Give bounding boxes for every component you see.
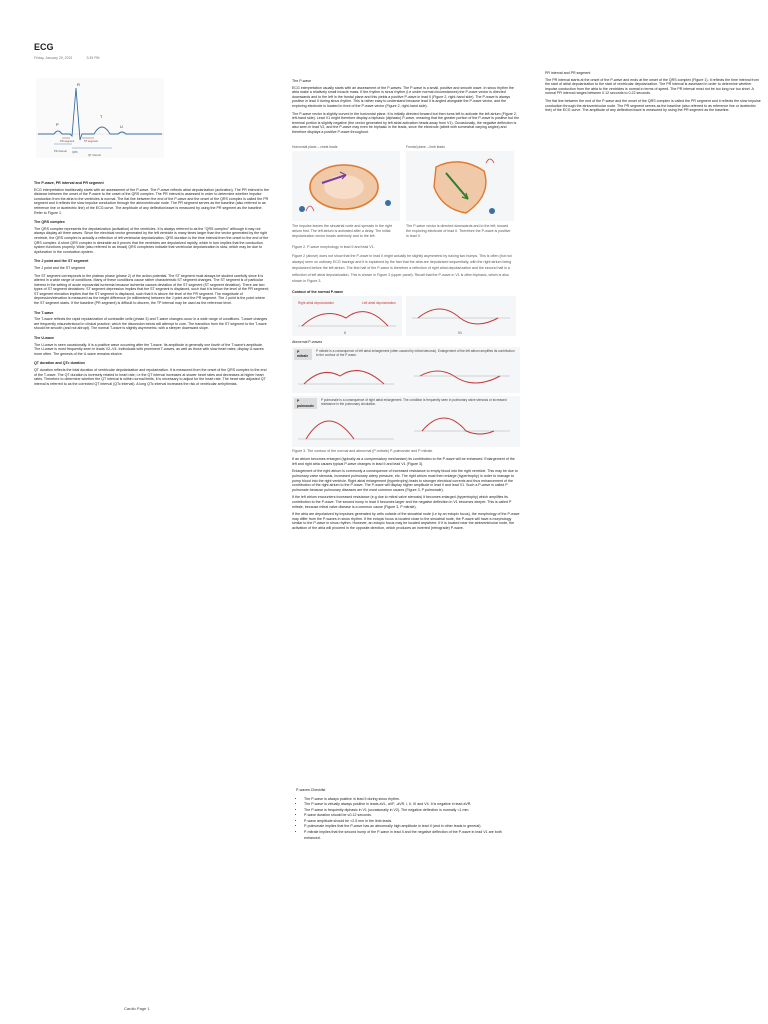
time-text: 3:39 PM (86, 56, 100, 60)
figure-2-caption: Figure 2. P-wave morphology in lead II and lead V1. (292, 244, 375, 249)
middle-column (292, 74, 520, 534)
p-wave-paragraph-5: Enlargement of the right atrium is commonly a consequence of increased resistance to empty blood into the right ventricle. This may be due to pulmonary valve stenosis, increased pulmonary artery pressure, etc. The right atrium must then enlarge (hypertrophy) in order to manage to pump blood into the right ventricle. Right atrial enlargement (hypertrophy) leads to stronger electrical currents and thus enhancement of the contribution of the right atrium to the P-wave. The P-wave will display higher amplitude in lead II and lead V1. Such a P-wave is called P pulmonale because pulmonary diseases are the most common causes (Figure 3, P pulmonale). (292, 469, 518, 492)
p-wave-paragraph-2: The P-wave vector is slightly curved in the horizontal plane. It is initially directed forward but then turns left to activate the left atrium (Figure 2, left-hand side). Lead V1 might therefore display a biphasic (diphasic) P-wave, meaning that the greater portion of the P-wave is positive but the terminal portion is slightly negative (the vector generated by left atrial activation heads away from V1). Occasionally, the negative deflection is also seen in lead V2, and the P-wave may even be biphasic in the leads, since the electrode (albeit with somewhat varying angles) and therefore displays a positive P-wave throughout. (292, 111, 520, 134)
figure-2 (292, 145, 520, 243)
p-pulmonale-description: P pulmonale is a consequence of right atrial enlargement. The condition is frequently seen in pulmonary valve stenosis or increased resistance in the pulmonary circulation. (320, 398, 507, 407)
pr-interval-paragraph-2: The flat line between the end of the P-wave and the onset of the QRS complex is called the PR segment and it reflects the slow impulse conduction through the atrioventricular node. The PR segment serves as the baseline (also referred to as reference line or isoelectric line) of the ECG curve. The amplitude of any deflection/wave is measured by using the PR segment as the baseline. (545, 98, 761, 113)
fig1-label-pr-segment: PR segment (60, 140, 75, 143)
checklist-item: • P-wave duration should be ≤0.12 seconds. (304, 813, 518, 819)
p-wave-paragraph-6: If the left atrium encounters increased resistance (e.g due to mitral valve stenosis) it becomes enlarged (hypertrophy) which amplifies its contribution to the P-wave. The second hump in lead II becomes larger and the negative deflection in V1 becomes deeper. This is called P mitrale, because mitral valve disease is a common cause (Figure 3, P mitrale). (292, 495, 512, 509)
p-mitrale-description: P mitrale is a consequence of left atrial enlargement (often caused by mitral stenosis). Enlargement of the left atrium amplifies its contribution to the contour of the P-wave. (316, 348, 515, 357)
section-heading-the-p-wave: The P-wave (292, 79, 312, 83)
fig1-label-qt-interval: QT interval (88, 154, 101, 157)
ecg-waveform-figure (36, 78, 164, 158)
normal-p-wave-lead-v1 (406, 296, 516, 336)
pr-interval-paragraph-1: The PR interval starts at the onset of the P-wave and ends at the onset of the QRS complex (Figure 1). It reflects the time interval from the start of atrial depolarization to the start of ventricular depolarization. The PR interval is assessed in order to determine whether impulse conduction from the atria to the ventricles is normal in terms of speed. The PR interval must not be too long nor too short. A normal PR interval ranges between 0.12 seconds to 0.22 seconds. (545, 77, 759, 96)
fig1-label-qrs: QRS (72, 151, 78, 154)
section-heading-j-point: The J point and the ST segment (34, 259, 89, 264)
fig1-label-p: P (56, 122, 59, 127)
figure-2-right-title: Frontal plane – limb leads (406, 144, 445, 149)
fig1-label-t: T (100, 114, 103, 119)
section-heading-qrs: The QRS complex (34, 220, 65, 225)
section-body-qt: QT duration reflects the total duration of ventricular depolarization and repolarization. It is measured from the onset of the QRS complex to the end of the T-wave. The QT duration is inversely related to heart rate; i.e the QT interval increases at slower heart rates and decreases at higher heart rates. Therefore to determine whether the QT interval is within normal limits, it is necessary to adjust for the heart rate. The heart rate adjusted QT interval is referred to as the corrected QT interval (QTc interval). A long QTc interval increases the risk of ventricular arrhythmias. (34, 368, 267, 386)
p-pulmonale-waves (294, 409, 514, 443)
p-pulmonale-label: P pulmonale (294, 398, 317, 409)
fig3-la-label: Left atrial depolarization (362, 301, 396, 306)
fig1-label-r: R (77, 82, 80, 87)
fig3-ra-label: Right atrial depolarization (298, 301, 334, 306)
section-subheading-j-point: The J point and the ST segment (34, 265, 86, 270)
figure-3-caption: Figure 3. The contour of the normal and abnormal (P-mitrale) P-pulmonale and P mitrale. (292, 448, 434, 453)
checklist-item: • P-wave amplitude should be <2.5 mm in the limb leads. (304, 819, 518, 825)
section-body-qrs: The QRS complex represents the depolarization (activation) of the ventricles. It is always referred to as the "QRS complex" although it may not always display all three waves. Since the electrical vector generated by the left ventricle is many times larger than the vector generated by the right ventricle, the QRS complex is actually a reflection of left ventricular depolarization. QRS duration is the time interval from the onset to the end of the QRS complex. A short QRS complex is desirable as it proves that the ventricles are depolarized rapidly, which in turn implies that the conduction system functions properly. Wide (also referred to as broad) QRS complexes indicate that ventricular depolarization is slow, which may be due to dysfunction in the conduction system. (34, 226, 269, 254)
section-body-u-wave: The U-wave is seen occasionally. It is a positive wave occurring after the T-wave. Its amplitude is generally one fourth of the T-wave's amplitude. The U-wave is most frequently seen in leads V2–V4. Individuals with prominent T-waves, as well as those with slow heart rates, display U-waves more often. The genesis of the U-wave remains elusive. (34, 342, 264, 356)
figure-3-abnormal-title: Abnormal P-waves (292, 340, 323, 345)
section-heading-pr-interval: PR interval and PR segment (545, 71, 591, 75)
left-column (34, 176, 270, 389)
figure-3-p-mitrale-panel (292, 347, 520, 393)
page-date (34, 56, 99, 60)
section-body-st-segment: The ST segment corresponds to the plateau phase (phase 2) of the action potential. The ST segment must always be studied carefully since it is altered in a wide range of conditions. Many of these conditions cause rather characteristic ST segment changes. The ST segment is of particular interest in the setting of acute myocardial ischemia because ischemia causes deviation of the ST segment (ST segment deviation). There are two types of ST segment deviations: ST segment depression implies that the ST segment is displaced, such that it is below the level of the PR segment; ST segment elevation implies that the ST segment is displaced, such that it is above the level of the PR segment. The magnitude of depression/elevation is measured as the height difference (in millimeters) between the J point and the PR segment. The J point is the point where the ST segment starts. If the baseline (PR segment) is difficult to discern, the TP interval may be used as the reference level. (34, 273, 269, 306)
fig3-lead-ii-label: II (344, 331, 346, 336)
section-body-t-wave: The T-wave reflects the rapid repolarization of contractile cells (phase 3) and T-wave changes occur in a wide range of conditions. T-wave changes are frequently misunderstood in clinical practice, which the discussion below will attempt to cure. The transition from the ST segment to the T-wave should be smooth (and not abrupt). The normal T-wave is slightly asymmetric, with a steeper downward slope. (34, 317, 268, 331)
figure-3 (292, 290, 520, 453)
figure-2-right-panel (406, 145, 514, 243)
ecg-waveform-svg (36, 78, 164, 158)
horizontal-plane-heart-illustration (292, 151, 400, 221)
checklist-title: P-waves Checklist (296, 788, 326, 792)
p-wave-paragraph-1: ECG interpretation usually starts with an assessment of the P-waves. The P-wave is a small, positive and smooth wave. In sinus rhythm the atria make a relatively small muscle mass. If the rhythm is sinus rhythm (i.e under normal circumstances) the P-wave vector is directed downwards and to the left in the frontal plane and this yields a positive P-wave in lead II (Figure 2, right-hand side). The P-wave is always positive in lead II during sinus rhythm. This is rather easy to understand because lead II is angled alongside the P-wave vector, and the exploring electrode is located in front of the P-wave vector (Figure 2, right-hand side). (292, 85, 514, 108)
figure-2-left-text: The impulse leaves the sinoatrial node and spreads in the right atrium first. The left atrium is activated after a delay. The initial depolarization vector heads anteriorly and to the left. (292, 224, 392, 238)
p-mitrale-waves (294, 360, 514, 390)
fig1-label-u: U (120, 124, 123, 129)
date-text: Friday, January 29, 2021 (34, 56, 73, 60)
fig1-label-st-segment: ST segment (84, 140, 98, 143)
fig3-lead-v1-label: V1 (458, 331, 462, 336)
section-heading-qt: QT duration and QTc duration (34, 361, 85, 366)
figure-2-left-title: Horizontal plane – chest leads (292, 144, 338, 149)
figure-3-title: Contour of the normal P-wave (292, 289, 344, 294)
page-title: ECG (34, 42, 54, 52)
checklist-item: • The P-wave is frequently diphasic in V1 (occasionally in V2). The negative deflection is normally <1 mm. (304, 808, 518, 814)
figure-2-left-panel (292, 145, 400, 243)
section-heading-t-wave: The T-wave (34, 310, 54, 315)
normal-p-wave-lead-ii (292, 296, 402, 336)
figure-2-right-text: The P-wave vector is directed downwards and to the left, toward the exploring electrode of lead II. Therefore the P-wave is positive in lead II. (406, 224, 511, 238)
figure-3-normal-panel (292, 296, 520, 336)
section-heading-u-wave: The U-wave (34, 336, 54, 341)
fig1-label-pr-interval: PR interval (54, 150, 67, 153)
checklist-item: • The P-wave is virtually always positive in leads aVL, aVF, -aVR, I, II, III and V4. It is negative in lead aVR. (304, 802, 518, 808)
p-wave-paragraph-4: If an atrium becomes enlarged (typically as a compensatory mechanism) its contribution to the P-wave will be enhanced. Enlargement of the left and right atria causes typical P-wave changes in lead II and lead V1 (Figure 3). (292, 457, 515, 466)
frontal-plane-heart-illustration (406, 151, 514, 221)
p-wave-checklist (296, 788, 518, 841)
section-body-p-wave-pr: ECG interpretation traditionally starts with an assessment of the P-wave. The P-wave reflects atrial depolarization (activation). The PR interval is the distance between the onset of the P-wave to the onset of the QRS complex. The PR interval is assessed in order to determine whether impulse conduction from the atria to the ventricles is normal. The flat line between the end of the P-wave and the onset of the QRS complex is called the PR segment and it reflects the slow impulse conduction through the atrioventricular node. The PR segment serves as the baseline (also referred to as reference line or isoelectric line) of the ECG curve. The amplitude of any deflection/wave is measured by using the PR segment as the baseline. Refer to Figure 1. (34, 187, 269, 215)
p-mitrale-label: P mitrale (294, 349, 312, 360)
checklist-item: • P-mitrale implies that the second hump of the P-wave in lead II and the negative deflection of the P-wave in lead V1 are both enhanced. (304, 830, 518, 841)
section-heading-p-wave-pr: The P-wave, PR interval and PR segment (34, 181, 104, 185)
right-column (545, 66, 763, 116)
p-wave-paragraph-3: Figure 2 (above) does not show that the P-wave in lead II might actually be slightly asymmetric by having two humps. This is often (but not always) seen on ordinary ECG tracings and it is explained by the fact that the atria are depolarized sequentially, with the right atrium being depolarized before the left atrium. The first half of the P-wave is therefore a reflection of right atrial depolarization and the second half is a reflection of left atrial depolarization. This is shown in Figure 3 (upper panel). Recall that the P-wave in V1 is often biphasic, which is also shown in Figure 3. (292, 254, 512, 283)
figure-3-p-pulmonale-panel (292, 396, 520, 446)
checklist-list (296, 797, 518, 842)
checklist-item: • P-pulmonale implies that the P-wave has an abnormally high amplitude in lead II (and in other leads in general). (304, 824, 518, 830)
checklist-item: • The P-wave is always positive in lead II during sinus rhythm. (304, 797, 518, 803)
p-wave-paragraph-7: If the atria are depolarized by impulses generated by cells outside of the sinoatrial node (i.e by an ectopic focus), the morphology of the P-wave may differ from the P-waves in sinus rhythm. If the ectopic focus is located close to the sinoatrial node, the P-wave will have a morphology similar to the P-wave in sinus rhythm. However, an ectopic focus may be located anywhere. If it is located near the atrioventricular node, the activation of the atria will proceed in the opposite direction, which produces an inverted (retrograde) P-wave. (292, 512, 520, 530)
page-footer: Cardio Page 1 (124, 1006, 150, 1011)
